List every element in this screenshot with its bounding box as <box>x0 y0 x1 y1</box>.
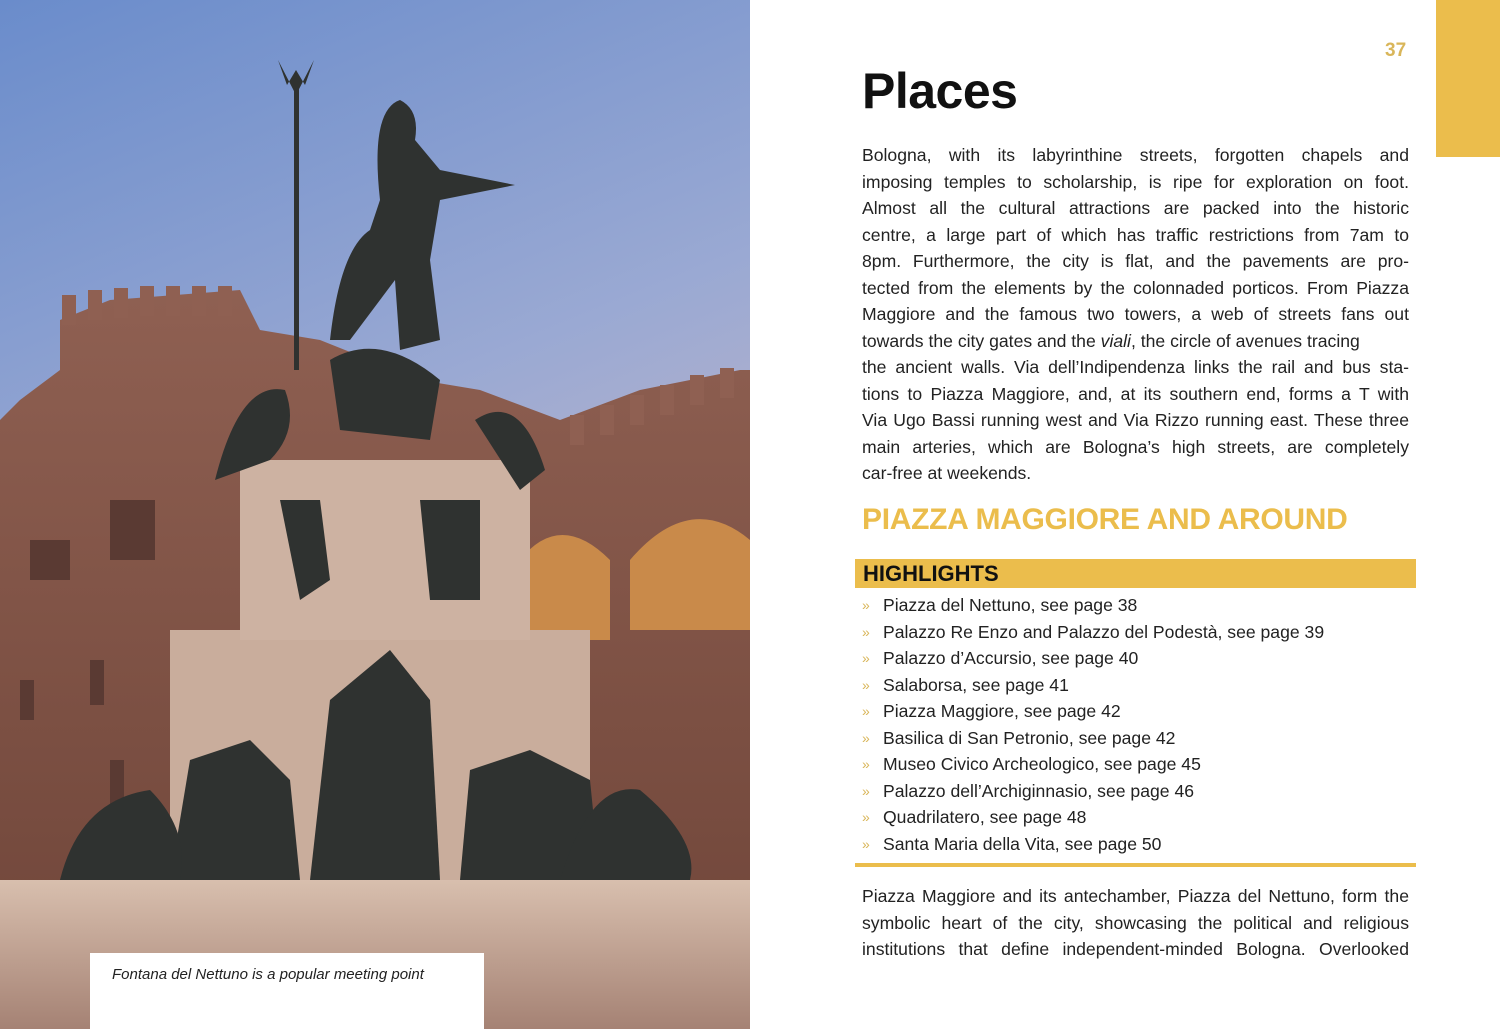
highlight-item <box>862 831 1324 858</box>
bullet-icon: » <box>862 623 870 640</box>
highlight-text: Palazzo dell’Archiginnasio, see page 46 <box>883 780 1195 801</box>
highlight-item <box>862 698 1324 725</box>
bullet-icon: » <box>862 597 870 613</box>
highlight-item <box>862 778 1324 805</box>
bullet-icon: » <box>862 782 870 799</box>
bullet-icon: » <box>862 703 870 719</box>
italic-term: viali <box>1100 330 1131 351</box>
highlight-item <box>862 804 1324 831</box>
page-title: Places <box>862 63 1018 119</box>
highlight-item <box>862 672 1324 699</box>
bullet-icon: » <box>862 729 870 746</box>
text-line: Via Ugo Bassi running west and Via Rizzo running east. These three <box>862 410 1409 430</box>
highlights-list <box>862 592 1324 857</box>
text-line: the ancient walls. Via dell’Indipendenza links the rail and bus sta- <box>862 357 1409 377</box>
text-line: tions to Piazza Maggiore, and, at its southern end, forms a T with <box>862 383 1409 404</box>
highlight-text: Salaborsa, see page 41 <box>883 674 1069 695</box>
text-line: 8pm. Furthermore, the city is flat, and the pavements are pro- <box>862 251 1409 271</box>
text-line: symbolic heart of the city, showcasing the political and religious <box>862 912 1409 933</box>
text-line: centre, a large part of which has traffic restrictions from 7am to <box>862 224 1409 245</box>
text-line: Piazza Maggiore and its antechamber, Piazza del Nettuno, form the <box>862 886 1409 906</box>
highlight-text: Palazzo d’Accursio, see page 40 <box>883 648 1139 668</box>
highlight-text: Museo Civico Archeologico, see page 45 <box>883 754 1201 774</box>
highlight-item <box>862 619 1324 646</box>
text-run: towards the city gates and the <box>862 330 1101 351</box>
highlight-item <box>862 645 1324 672</box>
highlight-item <box>862 592 1324 619</box>
bullet-icon: » <box>862 809 870 825</box>
text-line: imposing temples to scholarship, is ripe for exploration on foot. <box>862 171 1409 192</box>
highlight-text: Piazza del Nettuno, see page 38 <box>883 595 1138 615</box>
text-line: Almost all the cultural attractions are packed into the historic <box>862 198 1409 218</box>
highlights-header: HIGHLIGHTS <box>855 559 1416 588</box>
bullet-icon: » <box>862 756 870 772</box>
text-line: Maggiore and the famous two towers, a web of streets fans out <box>862 304 1409 324</box>
chapter-tab <box>1436 0 1500 157</box>
section-heading: PIAZZA MAGGIORE AND AROUND <box>862 503 1348 536</box>
intro-paragraph <box>862 142 1409 487</box>
highlight-text: Quadrilatero, see page 48 <box>883 807 1087 827</box>
bullet-icon: » <box>862 835 870 852</box>
text-line: tected from the elements by the colonnaded porticos. From Piazza <box>862 277 1409 298</box>
text-line <box>862 328 1409 355</box>
highlight-text: Basilica di San Petronio, see page 42 <box>883 727 1176 748</box>
closing-paragraph <box>862 883 1409 963</box>
highlight-item <box>862 725 1324 752</box>
bullet-icon: » <box>862 650 870 666</box>
highlight-text: Palazzo Re Enzo and Palazzo del Podestà, see page 39 <box>883 621 1325 642</box>
page-number: 37 <box>1385 40 1407 61</box>
text-line: Bologna, with its labyrinthine streets, forgotten chapels and <box>862 145 1409 165</box>
highlights-divider <box>855 863 1416 867</box>
highlight-text: Piazza Maggiore, see page 42 <box>883 701 1121 721</box>
text-line: car-free at weekends. <box>862 463 1032 483</box>
highlight-text: Santa Maria della Vita, see page 50 <box>883 833 1162 854</box>
photo-caption: Fontana del Nettuno is a popular meeting point <box>90 953 484 1029</box>
highlight-item <box>862 751 1324 778</box>
bullet-icon: » <box>862 676 870 693</box>
text-line: institutions that define independent-minded Bologna. Overlooked <box>862 939 1409 959</box>
text-run: , the circle of avenues tracing <box>1130 330 1360 351</box>
text-line: main arteries, which are Bologna’s high streets, are completely <box>862 436 1409 457</box>
